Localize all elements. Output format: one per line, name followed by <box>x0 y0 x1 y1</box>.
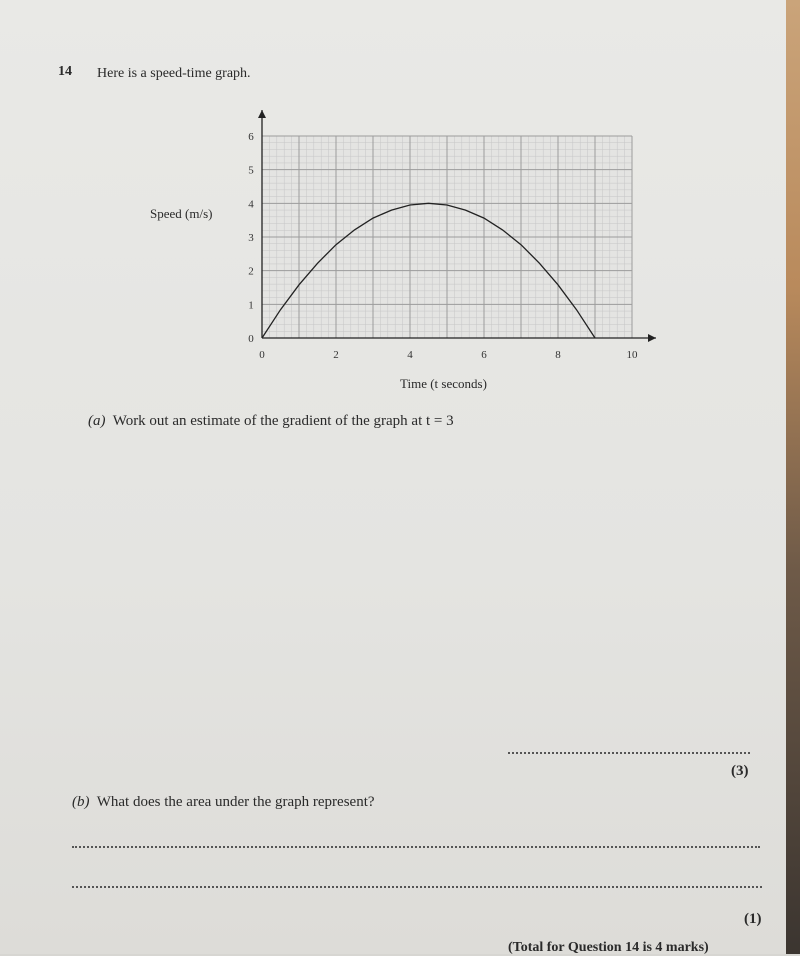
y-tick-label: 0 <box>248 333 254 345</box>
y-tick-label: 2 <box>248 265 254 278</box>
x-tick-label: 0 <box>259 349 265 361</box>
part-a-answer-line[interactable] <box>508 752 750 754</box>
part-a-label: (a) <box>88 413 106 429</box>
y-tick-label: 5 <box>248 164 254 177</box>
part-b-answer-line-2[interactable] <box>72 886 762 888</box>
part-b-text: What does the area under the graph represent? <box>96 794 375 810</box>
x-tick-label: 6 <box>481 349 487 361</box>
x-tick-label: 8 <box>555 349 561 361</box>
x-axis-arrow <box>648 334 656 342</box>
part-a-question <box>88 413 454 430</box>
part-b-answer-line-1[interactable] <box>72 846 760 848</box>
part-a-text: Work out an estimate of the gradient of the graph at t = 3 <box>112 413 454 429</box>
y-tick-label: 4 <box>248 198 254 211</box>
part-b-label: (b) <box>72 794 90 810</box>
y-axis-arrow <box>258 110 266 118</box>
y-tick-label: 6 <box>248 131 254 143</box>
question-intro: Here is a speed-time graph. <box>97 66 251 81</box>
part-a-marks: (3) <box>731 763 749 779</box>
y-axis-label: Speed (m/s) <box>150 206 213 221</box>
x-tick-label: 10 <box>626 349 638 361</box>
part-b-question <box>72 794 375 811</box>
question-total: (Total for Question 14 is 4 marks) <box>508 940 709 955</box>
y-tick-label: 1 <box>248 299 254 312</box>
x-axis-label: Time (t seconds) <box>400 376 487 391</box>
x-tick-label: 4 <box>407 349 413 361</box>
speed-time-chart <box>0 0 800 400</box>
question-number: 14 <box>58 64 72 79</box>
y-tick-label: 3 <box>248 232 254 244</box>
x-tick-label: 2 <box>333 349 339 361</box>
part-b-marks: (1) <box>744 911 762 927</box>
